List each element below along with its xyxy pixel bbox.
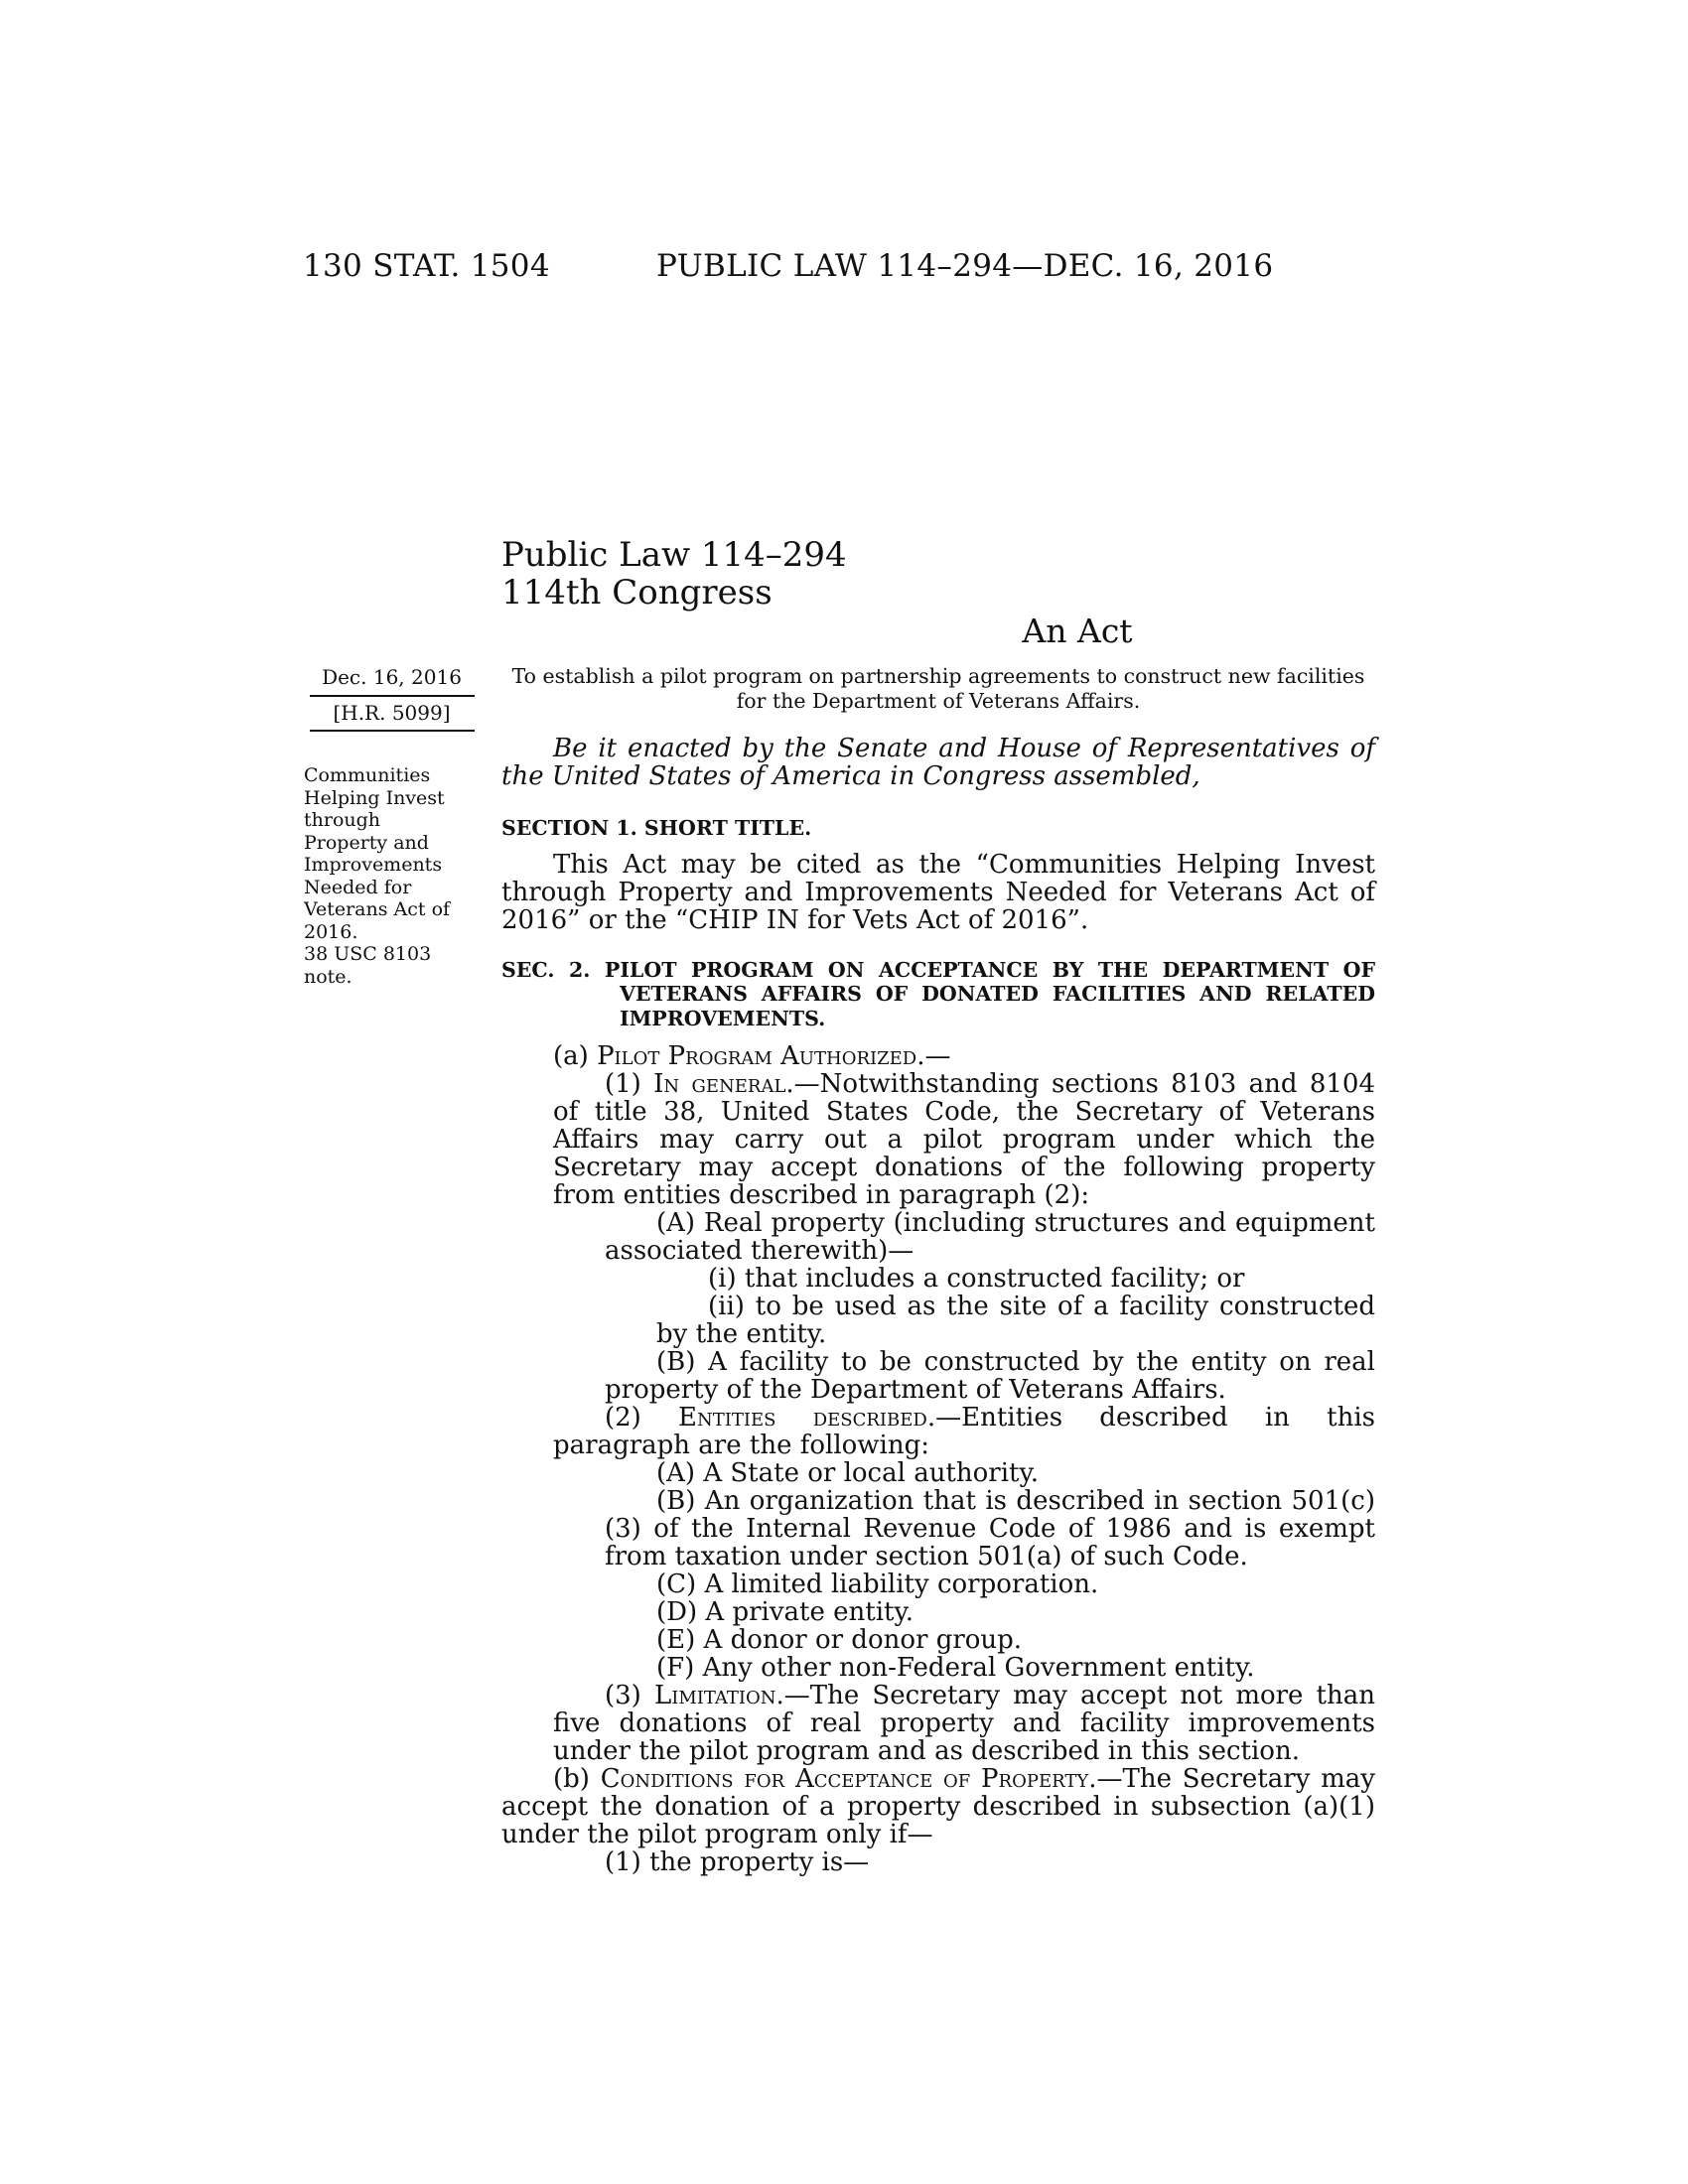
subsection-a-prefix: (a) [553, 1041, 598, 1071]
act-body [501, 735, 1375, 1876]
paragraph-a3 [501, 1682, 1375, 1765]
subsection-b [501, 1765, 1375, 1848]
paragraph-a2D: (D) A private entity. [656, 1597, 914, 1627]
congress-label: 114th Congress [501, 573, 773, 613]
paragraph-a2A: (A) A State or local authority. [656, 1458, 1039, 1488]
enacting-clause: Be it enacted by the Senate and House of Representatives of the United States of America in Congress assembled, [501, 734, 1375, 791]
subsection-a-heading [501, 1042, 1375, 1070]
section-2-heading: SEC. 2. PILOT PROGRAM ON ACCEPTANCE BY THE DEPARTMENT OF VETERANS AFFAIRS OF DONATED FACILITIES AND RELATED IMPROVEMENTS. [501, 957, 1375, 1030]
act-purpose: To establish a pilot program on partnership agreements to construct new facilities for the Department of Veterans Affairs. [511, 664, 1365, 713]
sidebar-notes [304, 764, 463, 988]
page-header-title: PUBLIC LAW 114–294—DEC. 16, 2016 [656, 248, 1274, 284]
page-header-stat: 130 STAT. 1504 [303, 248, 550, 284]
section-1-heading: SECTION 1. SHORT TITLE. [501, 816, 812, 840]
paragraph-a3-prefix: (3) [605, 1681, 654, 1710]
sidebar-bill-number: [H.R. 5099] [333, 701, 451, 725]
act-label: An Act [1022, 612, 1133, 650]
subsection-a-caption: Pilot Program Authorized [597, 1041, 917, 1071]
subsection-a-dash: .— [916, 1041, 951, 1071]
sidebar-date: Dec. 16, 2016 [322, 665, 462, 689]
paragraph-a2-prefix: (2) [605, 1403, 679, 1433]
sidebar-divider [310, 730, 475, 732]
paragraph-a3-caption: Limitation [653, 1681, 776, 1710]
paragraph-a2F: (F) Any other non-Federal Government entity. [656, 1653, 1255, 1683]
paragraph-a1A: (A) Real property (including structures and equipment associated therewith)— [605, 1208, 1375, 1266]
paragraph-a2E: (E) A donor or donor group. [656, 1625, 1023, 1655]
paragraph-a1-text: .—Notwithstanding sections 8103 and 8104 of title 38, United States Code, the Secretary of Veterans Affairs may carry out a pilot program under which the Secretary may accept donations of the following property from entities described in paragraph (2): [553, 1069, 1375, 1210]
paragraph-a1-prefix: (1) [605, 1069, 654, 1099]
sidebar-usc-note: 38 USC 8103 note. [304, 943, 432, 988]
subsection-b-prefix: (b) [553, 1764, 601, 1794]
paragraph-a1Aii: (ii) to be used as the site of a facility constructed by the entity. [656, 1292, 1375, 1349]
paragraph-a2C: (C) A limited liability corporation. [656, 1570, 1099, 1599]
sidebar-divider [310, 695, 475, 697]
paragraph-a2-text: .—Entities described in this paragraph are the following: [553, 1403, 1375, 1460]
subsection-b-text: .—The Secretary may accept the donation of a property described in subsection (a)(1) under the pilot program only if— [501, 1764, 1375, 1849]
paragraph-a1 [501, 1070, 1375, 1209]
paragraph-a2 [501, 1404, 1375, 1459]
subsection-b-caption: Conditions for Acceptance of Property [600, 1764, 1089, 1794]
paragraph-a1-caption: In general [653, 1069, 786, 1099]
paragraph-a3-text: .—The Secretary may accept not more than five donations of real property and facility improvements under the pilot program and as described in this section. [553, 1681, 1375, 1766]
paragraph-a1Ai: (i) that includes a constructed facility; or [708, 1264, 1245, 1294]
section-1-text: This Act may be cited as the “Communities Helping Invest through Property and Improvements Needed for Veterans Act of 2016” or the “CHIP IN for Vets Act of 2016”. [501, 849, 1375, 935]
paragraph-a2B: (B) An organization that is described in section 501(c)(3) of the Internal Revenue Code of 1986 and is exempt from taxation under section 501(a) of such Code. [605, 1486, 1375, 1571]
law-number: Public Law 114–294 [501, 535, 847, 575]
paragraph-a2-caption: Entities described [678, 1403, 927, 1433]
paragraph-b1: (1) the property is— [605, 1847, 870, 1877]
paragraph-a1B: (B) A facility to be constructed by the entity on real property of the Department of Veterans Affairs. [605, 1347, 1375, 1405]
sidebar-short-title-note: Communities Helping Invest through Property and Improvements Needed for Veterans Act of 2016. [304, 764, 451, 943]
